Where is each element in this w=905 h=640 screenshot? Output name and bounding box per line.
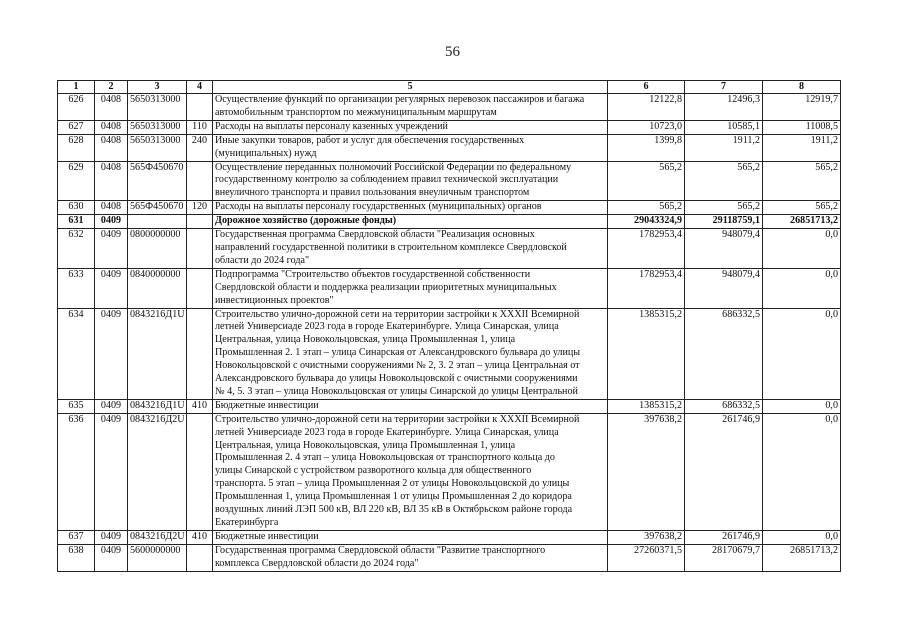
amount-col8-cell: 26851713,2 (763, 215, 841, 229)
amount-col6-cell: 1385315,2 (608, 308, 685, 399)
table-row (58, 215, 841, 229)
expense-type-code-cell: 120 (187, 201, 213, 215)
section-code-cell: 0409 (95, 413, 128, 530)
section-code-cell: 0408 (95, 120, 128, 134)
expense-type-code-cell (187, 544, 213, 571)
item-name-line: инвестиционных проектов" (215, 294, 334, 306)
item-name-line: области до 2024 года" (215, 254, 310, 266)
item-name-line: автомобильным транспортом по межмуниципальным маршрутам (215, 106, 497, 118)
amount-col8-cell: 0,0 (763, 399, 841, 413)
column-header: 6 (608, 81, 685, 94)
amount-col7-cell: 28170679,7 (685, 544, 763, 571)
row-number-cell: 631 (58, 215, 95, 229)
amount-col6-cell: 1782953,4 (608, 268, 685, 308)
amount-col8-cell: 565,2 (763, 201, 841, 215)
target-article-code-cell: 565Ф450670 (128, 201, 187, 215)
item-name-line: Бюджетные инвестиции (215, 399, 319, 411)
amount-col6-cell: 565,2 (608, 161, 685, 201)
budget-table (57, 80, 841, 572)
section-code-cell: 0409 (95, 530, 128, 544)
amount-col7-cell: 10585,1 (685, 120, 763, 134)
amount-col8-cell: 12919,7 (763, 94, 841, 121)
expense-type-code-cell (187, 229, 213, 269)
row-number-cell: 627 (58, 120, 95, 134)
item-name-cell (213, 94, 608, 121)
amount-col6-cell: 12122,8 (608, 94, 685, 121)
table-body (58, 94, 841, 572)
item-name-line: Промышленная 2. 1 этап – улица Синарская от Александровского бульвара до улицы (215, 347, 581, 359)
column-header: 3 (128, 81, 187, 94)
amount-col8-cell: 0,0 (763, 530, 841, 544)
item-name-line: Екатеринбурга (215, 517, 279, 528)
amount-col7-cell: 261746,9 (685, 413, 763, 530)
item-name-cell (213, 544, 608, 571)
target-article-code-cell (128, 215, 187, 229)
item-name-line: Промышленная 1, улица Промышленная 1 от улицы Промышленная 2 до коридора (215, 491, 572, 503)
item-name-line: транспорта. 5 этап – улица Промышленная 2 от улицы Новокольцовской до улицы (215, 478, 570, 490)
amount-col8-cell: 0,0 (763, 229, 841, 269)
item-name-line: Свердловской области и поддержка реализации приоритетных муниципальных (215, 281, 557, 293)
amount-col7-cell: 565,2 (685, 161, 763, 201)
item-name-cell (213, 413, 608, 530)
table-row (58, 120, 841, 134)
amount-col8-cell: 1911,2 (763, 134, 841, 161)
section-code-cell: 0409 (95, 544, 128, 571)
item-name-line: внеуличного транспорта и правил пользования внеуличным транспортом (215, 187, 530, 199)
column-header: 2 (95, 81, 128, 94)
amount-col8-cell: 0,0 (763, 413, 841, 530)
table-row (58, 134, 841, 161)
row-number-cell: 633 (58, 268, 95, 308)
item-name-cell (213, 268, 608, 308)
amount-col6-cell: 1385315,2 (608, 399, 685, 413)
row-number-cell: 637 (58, 530, 95, 544)
row-number-cell: 626 (58, 94, 95, 121)
item-name-line: Промышленная 2. 4 этап – улица Новокольцовская от транспортного кольца до (215, 452, 555, 464)
amount-col6-cell: 397638,2 (608, 413, 685, 530)
table-row (58, 94, 841, 121)
item-name-line: Государственная программа Свердловской области "Развитие транспортного (215, 544, 546, 556)
item-name-line: Бюджетные инвестиции (215, 530, 319, 542)
expense-type-code-cell (187, 215, 213, 229)
table-row (58, 308, 841, 399)
item-name-line: воздушных линий ЛЭП 500 кВ, ВЛ 220 кВ, ВЛ 35 кВ в Октябрьском районе города (215, 504, 573, 516)
section-code-cell: 0409 (95, 308, 128, 399)
section-code-cell: 0408 (95, 161, 128, 201)
item-name-line: летней Универсиаде 2023 года в городе Екатеринбурге. Улица Синарская, улица (215, 321, 559, 333)
target-article-code-cell: 0800000000 (128, 229, 187, 269)
column-header: 7 (685, 81, 763, 94)
item-name-line: Центральная, улица Новокольцовская, улица Промышленная 1, улица (215, 334, 516, 346)
item-name-line: Расходы на выплаты персоналу казенных учреждений (215, 120, 448, 132)
item-name-cell (213, 215, 608, 229)
amount-col7-cell: 12496,3 (685, 94, 763, 121)
item-name-cell (213, 530, 608, 544)
item-name-cell (213, 201, 608, 215)
item-name-cell (213, 120, 608, 134)
row-number-cell: 634 (58, 308, 95, 399)
table-row (58, 544, 841, 571)
item-name-line: улицы Синарской с устройством разворотного кольца для общественного (215, 465, 532, 477)
item-name-cell (213, 134, 608, 161)
table-row (58, 161, 841, 201)
expense-type-code-cell (187, 413, 213, 530)
item-name-line: № 4, 5. 3 этап – улица Новокольцовская от улицы Синарской до улицы Центральной (215, 385, 578, 397)
item-name-line: Дорожное хозяйство (дорожные фонды) (215, 215, 397, 227)
amount-col6-cell: 10723,0 (608, 120, 685, 134)
item-name-cell (213, 229, 608, 269)
amount-col6-cell: 27260371,5 (608, 544, 685, 571)
target-article-code-cell: 0843216Д1U (128, 308, 187, 399)
item-name-cell (213, 161, 608, 201)
column-header: 1 (58, 81, 95, 94)
item-name-line: Осуществление функций по организации регулярных перевозок пассажиров и багажа (215, 94, 585, 105)
section-code-cell: 0409 (95, 399, 128, 413)
expense-type-code-cell (187, 308, 213, 399)
table-row (58, 201, 841, 215)
item-name-cell (213, 308, 608, 399)
target-article-code-cell: 565Ф450670 (128, 161, 187, 201)
amount-col7-cell: 1911,2 (685, 134, 763, 161)
column-header: 4 (187, 81, 213, 94)
section-code-cell: 0409 (95, 229, 128, 269)
item-name-line: (муниципальных) нужд (215, 147, 317, 159)
item-name-line: Государственная программа Свердловской области "Реализация основных (215, 229, 535, 241)
item-name-line: Строительство улично-дорожной сети на территории застройки к XXXII Всемирной (215, 413, 580, 425)
row-number-cell: 635 (58, 399, 95, 413)
expense-type-code-cell (187, 94, 213, 121)
item-name-line: Осуществление переданных полномочий Российской Федерации по федеральному (215, 161, 572, 173)
target-article-code-cell: 0843216Д2U (128, 530, 187, 544)
expense-type-code-cell: 240 (187, 134, 213, 161)
page-number: 56 (445, 44, 460, 60)
item-name-line: государственному контролю за соблюдением правил технической эксплуатации (215, 174, 559, 186)
amount-col6-cell: 29043324,9 (608, 215, 685, 229)
target-article-code-cell: 0843216Д1U (128, 399, 187, 413)
amount-col8-cell: 0,0 (763, 268, 841, 308)
column-header: 5 (213, 81, 608, 94)
table-row (58, 268, 841, 308)
item-name-line: комплекса Свердловской области до 2024 года" (215, 557, 419, 569)
row-number-cell: 629 (58, 161, 95, 201)
item-name-line: Центральная, улица Новокольцовская, улица Промышленная 1, улица (215, 439, 516, 451)
amount-col7-cell: 948079,4 (685, 229, 763, 269)
row-number-cell: 628 (58, 134, 95, 161)
target-article-code-cell: 5650313000 (128, 94, 187, 121)
item-name-line: Новокольцовской с очистными сооружениями № 2, 3. 2 этап – улица Центральная от (215, 360, 580, 372)
expense-type-code-cell: 410 (187, 530, 213, 544)
section-code-cell: 0408 (95, 201, 128, 215)
amount-col8-cell: 11008,5 (763, 120, 841, 134)
amount-col7-cell: 565,2 (685, 201, 763, 215)
item-name-cell (213, 399, 608, 413)
item-name-line: направлений государственной политики в строительном комплексе Свердловской (215, 241, 567, 253)
section-code-cell: 0408 (95, 94, 128, 121)
amount-col7-cell: 261746,9 (685, 530, 763, 544)
item-name-line: Строительство улично-дорожной сети на территории застройки к XXXII Всемирной (215, 308, 580, 320)
amount-col6-cell: 1399,8 (608, 134, 685, 161)
item-name-line: Подпрограмма "Строительство объектов государственной собственности (215, 268, 531, 280)
table-row (58, 229, 841, 269)
amount-col8-cell: 565,2 (763, 161, 841, 201)
header-row (58, 81, 841, 94)
amount-col6-cell: 565,2 (608, 201, 685, 215)
amount-col7-cell: 29118759,1 (685, 215, 763, 229)
section-code-cell: 0408 (95, 134, 128, 161)
target-article-code-cell: 0843216Д2U (128, 413, 187, 530)
expense-type-code-cell: 410 (187, 399, 213, 413)
row-number-cell: 632 (58, 229, 95, 269)
table-row (58, 530, 841, 544)
amount-col8-cell: 0,0 (763, 308, 841, 399)
expense-type-code-cell (187, 268, 213, 308)
expense-type-code-cell: 110 (187, 120, 213, 134)
amount-col7-cell: 948079,4 (685, 268, 763, 308)
target-article-code-cell: 5650313000 (128, 120, 187, 134)
item-name-line: Расходы на выплаты персоналу государственных (муниципальных) органов (215, 201, 542, 213)
table-row (58, 413, 841, 530)
amount-col7-cell: 686332,5 (685, 399, 763, 413)
target-article-code-cell: 0840000000 (128, 268, 187, 308)
row-number-cell: 638 (58, 544, 95, 571)
item-name-line: летней Универсиаде 2023 года в городе Екатеринбурге. Улица Синарская, улица (215, 426, 559, 438)
amount-col6-cell: 1782953,4 (608, 229, 685, 269)
section-code-cell: 0409 (95, 268, 128, 308)
amount-col7-cell: 686332,5 (685, 308, 763, 399)
row-number-cell: 630 (58, 201, 95, 215)
target-article-code-cell: 5600000000 (128, 544, 187, 571)
target-article-code-cell: 5650313000 (128, 134, 187, 161)
column-header: 8 (763, 81, 841, 94)
item-name-line: Иные закупки товаров, работ и услуг для обеспечения государственных (215, 134, 525, 146)
amount-col8-cell: 26851713,2 (763, 544, 841, 571)
item-name-line: Александровского бульвара до улицы Новокольцовской с очистными сооружениями (215, 373, 578, 385)
section-code-cell: 0409 (95, 215, 128, 229)
table-row (58, 399, 841, 413)
expense-type-code-cell (187, 161, 213, 201)
row-number-cell: 636 (58, 413, 95, 530)
amount-col6-cell: 397638,2 (608, 530, 685, 544)
